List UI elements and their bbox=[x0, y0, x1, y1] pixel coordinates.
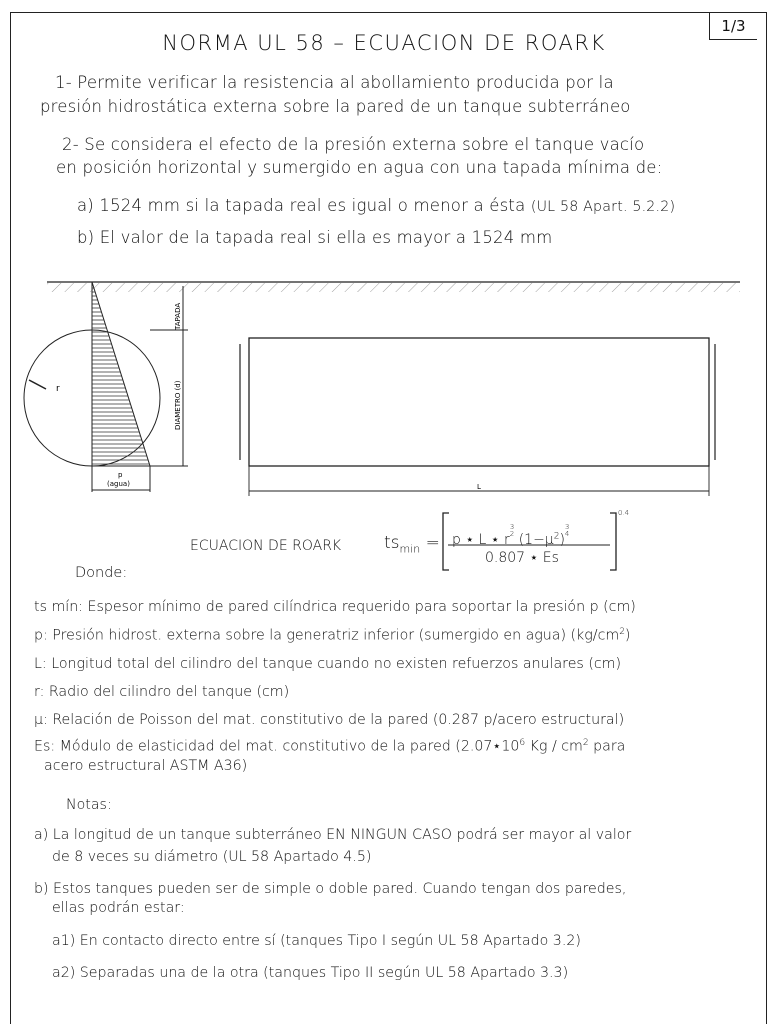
nota-a1: a1) En contacto directo entre sí (tanques Tipo I según UL 58 Apartado 3.2) bbox=[52, 933, 581, 949]
tank-side-view bbox=[249, 338, 709, 466]
def-es-line2: acero estructural ASTM A36) bbox=[44, 758, 248, 774]
equation-outer-exp: 0.4 bbox=[618, 509, 630, 517]
equation-numerator bbox=[452, 524, 569, 548]
intro-item1-line1: 1- Permite verificar la resistencia al abollamiento producida por la bbox=[55, 73, 614, 92]
def-L: L: Longitud total del cilindro del tanque cuando no existen refuerzos anulares (cm) bbox=[34, 656, 622, 672]
def-p bbox=[34, 627, 630, 644]
page-number: 1/3 bbox=[709, 12, 757, 40]
eq-exp-f-den: 4 bbox=[564, 530, 570, 538]
donde-label: Donde: bbox=[75, 565, 128, 581]
equation-lhs: $ts_{min}$ = bbox=[384, 533, 440, 556]
intro-item-a-text: a) 1524 mm si la tapada real es igual o menor a ésta bbox=[77, 196, 526, 215]
eq-exp-f bbox=[565, 524, 569, 538]
def-es-tail2: para bbox=[593, 738, 626, 755]
page-title: NORMA UL 58 – ECUACION DE ROARK bbox=[162, 31, 606, 55]
label-diametro: DIAMETRO (d) bbox=[174, 380, 182, 430]
label-p: p bbox=[118, 471, 123, 479]
eq-factor-exp: 2 bbox=[553, 531, 560, 542]
def-es-sup: 6 bbox=[519, 738, 526, 748]
label-tapada: TAPADA bbox=[174, 302, 182, 330]
pressure-triangle bbox=[92, 282, 150, 466]
def-p-text: p: Presión hidrost. externa sobre la generatriz inferior (sumergido en agua) (kg/cm bbox=[34, 627, 620, 644]
def-es-text: Es: Módulo de elasticidad del mat. constitutivo de la pared (2.07⋆10 bbox=[34, 738, 520, 755]
eq-exp-r-den: 2 bbox=[509, 530, 515, 538]
def-es-sup2: 2 bbox=[582, 738, 589, 748]
equation-lhs-sub: min bbox=[399, 542, 421, 556]
eq-num-text: p ⋆ L ⋆ r bbox=[452, 532, 510, 548]
equation-name: ECUACION DE ROARK bbox=[190, 538, 342, 554]
eq-exp-r bbox=[510, 524, 514, 538]
eq-exp-r-num: 3 bbox=[509, 523, 515, 531]
def-es-tail: Kg / cm bbox=[529, 738, 583, 755]
intro-item1-line2: presión hidrostática externa sobre la pared de un tanque subterráneo bbox=[40, 97, 631, 116]
equation-lhs-ts: ts bbox=[384, 533, 400, 553]
nota-b-line2: ellas podrán estar: bbox=[52, 900, 185, 916]
equation-denominator: 0.807 ⋆ Es bbox=[485, 550, 559, 566]
intro-item2-line1: 2- Se considera el efecto de la presión externa sobre el tanque vacío bbox=[62, 135, 645, 154]
intro-item-b: b) El valor de la tapada real si ella es mayor a 1524 mm bbox=[77, 228, 553, 247]
label-r: r bbox=[56, 384, 60, 394]
radius-line bbox=[29, 380, 46, 389]
nota-b-line1: b) Estos tanques pueden ser de simple o doble pared. Cuando tengan dos paredes, bbox=[34, 881, 627, 897]
def-mu: μ: Relación de Poisson del mat. constitutivo de la pared (0.287 p/acero estructural) bbox=[34, 712, 625, 728]
def-r: r: Radio del cilindro del tanque (cm) bbox=[34, 684, 290, 700]
label-agua: (agua) bbox=[107, 480, 130, 488]
notas-title: Notas: bbox=[66, 797, 112, 813]
def-p-sup: 2 bbox=[619, 627, 625, 637]
label-L: L bbox=[477, 483, 481, 491]
def-p-close: ) bbox=[624, 627, 631, 644]
nota-a-line1: a) La longitud de un tanque subterráneo EN NINGUN CASO podrá ser mayor al valor bbox=[34, 827, 632, 843]
intro-item-a-ref: (UL 58 Apart. 5.2.2) bbox=[530, 199, 676, 215]
eq-factor-close: ) bbox=[559, 532, 565, 548]
eq-exp-f-num: 3 bbox=[564, 523, 570, 531]
def-es bbox=[34, 738, 625, 755]
nota-a2: a2) Separadas una de la otra (tanques Tipo II según UL 58 Apartado 3.3) bbox=[52, 965, 569, 981]
nota-a-line2: de 8 veces su diámetro (UL 58 Apartado 4.5) bbox=[52, 849, 372, 865]
intro-item2-line2: en posición horizontal y sumergido en agua con una tapada mínima de: bbox=[56, 158, 663, 177]
ground-hatch bbox=[47, 283, 740, 292]
eq-factor: (1−μ bbox=[518, 532, 554, 548]
def-ts: ts mín: Espesor mínimo de pared cilíndrica requerido para soportar la presión p (cm) bbox=[34, 599, 636, 615]
